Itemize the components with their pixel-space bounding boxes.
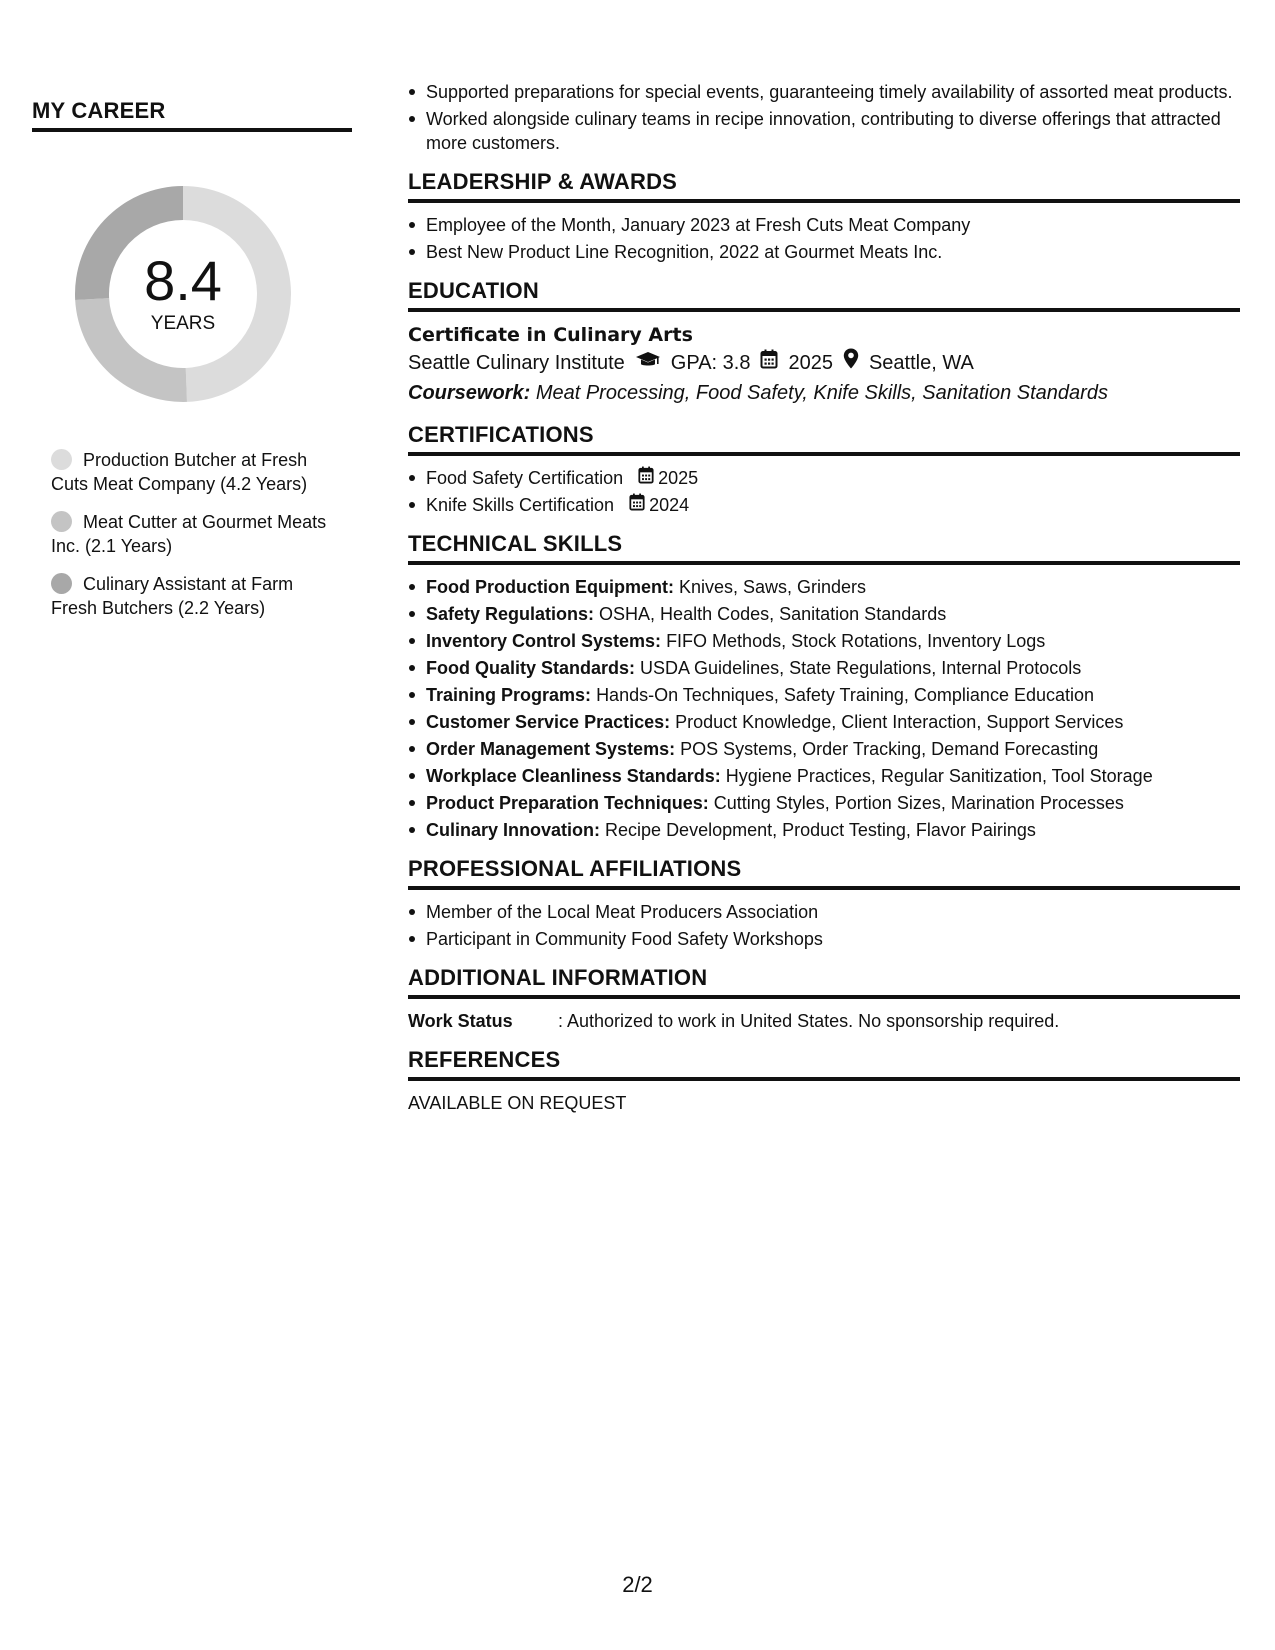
list-item: Knife Skills Certification 2024 (408, 493, 1240, 517)
degree-title: Certificate in Culinary Arts (408, 324, 693, 346)
section-title: REFERENCES (408, 1047, 1240, 1081)
list-item: Member of the Local Meat Producers Association (408, 900, 1240, 924)
career-panel (32, 98, 352, 634)
leadership-section (408, 169, 1240, 264)
list-item: Best New Product Line Recognition, 2022 at Gourmet Meats Inc. (408, 240, 1240, 264)
technical-skills-section (408, 531, 1240, 842)
references-section (408, 1047, 1240, 1115)
list-item: Customer Service Practices: Product Knowledge, Client Interaction, Support Services (408, 710, 1240, 734)
institution: Seattle Culinary Institute (408, 352, 625, 374)
main-content (408, 80, 1240, 1115)
list-item: Employee of the Month, January 2023 at Fresh Cuts Meat Company (408, 213, 1240, 237)
career-donut-chart (63, 174, 303, 414)
work-status-value: : Authorized to work in United States. No sponsorship required. (558, 1011, 1060, 1031)
section-title: CERTIFICATIONS (408, 422, 1240, 456)
coursework-label: Coursework: (408, 382, 531, 404)
cert-year: 2024 (649, 495, 690, 515)
education-section (408, 278, 1240, 408)
list-item: Food Safety Certification 2025 (408, 466, 1240, 490)
education-details (408, 348, 1240, 378)
calendar-icon (760, 348, 778, 378)
graduation-year: 2025 (788, 352, 833, 374)
additional-info-section (408, 965, 1240, 1033)
total-years-value: 8.4 (144, 249, 222, 312)
list-item: Inventory Control Systems: FIFO Methods, Stock Rotations, Inventory Logs (408, 629, 1240, 653)
references-text: AVAILABLE ON REQUEST (408, 1093, 627, 1113)
legend-item: Production Butcher at Fresh Cuts Meat Company (4.2 Years) (51, 450, 308, 494)
work-status-label: Work Status (408, 1011, 513, 1031)
list-item: Worked alongside culinary teams in recipe innovation, contributing to diverse offerings that attracted more customers. (408, 107, 1240, 155)
work-status-row (408, 1009, 1240, 1033)
coursework-list: Meat Processing, Food Safety, Knife Skills, Sanitation Standards (535, 382, 1108, 404)
list-item: Workplace Cleanliness Standards: Hygiene Practices, Regular Sanitization, Tool Storage (408, 764, 1240, 788)
calendar-icon (638, 466, 658, 490)
location: Seattle, WA (868, 352, 974, 374)
legend-dot (51, 449, 72, 470)
list-item: Order Management Systems: POS Systems, Order Tracking, Demand Forecasting (408, 737, 1240, 761)
page-number: 2/2 (622, 1572, 653, 1597)
location-pin-icon (843, 348, 859, 378)
list-item: Food Production Equipment: Knives, Saws, Grinders (408, 575, 1240, 599)
calendar-icon (629, 493, 649, 517)
coursework (408, 378, 1240, 408)
list-item: Training Programs: Hands-On Techniques, Safety Training, Compliance Education (408, 683, 1240, 707)
list-item: Participant in Community Food Safety Workshops (408, 927, 1240, 951)
list-item: Product Preparation Techniques: Cutting Styles, Portion Sizes, Marination Processes (408, 791, 1240, 815)
list-item: Culinary Innovation: Recipe Development, Product Testing, Flavor Pairings (408, 818, 1240, 842)
section-title: TECHNICAL SKILLS (408, 531, 1240, 565)
section-title: LEADERSHIP & AWARDS (408, 169, 1240, 203)
total-years-unit: YEARS (150, 313, 216, 334)
gpa: GPA: 3.8 (670, 352, 751, 374)
list-item: Supported preparations for special events, guaranteeing timely availability of assorted meat products. (408, 80, 1240, 104)
list-item: Safety Regulations: OSHA, Health Codes, Sanitation Standards (408, 602, 1240, 626)
legend-dot (51, 511, 72, 532)
section-title: PROFESSIONAL AFFILIATIONS (408, 856, 1240, 890)
legend-item: Meat Cutter at Gourmet Meats Inc. (2.1 Years) (51, 512, 327, 556)
cert-year: 2025 (658, 468, 699, 488)
affiliations-section (408, 856, 1240, 951)
career-legend (32, 448, 352, 620)
experience-bullets (408, 80, 1240, 155)
certifications-section (408, 422, 1240, 517)
graduation-cap-icon (635, 348, 661, 378)
legend-item: Culinary Assistant at Farm Fresh Butchers (2.2 Years) (51, 574, 294, 618)
section-title: EDUCATION (408, 278, 1240, 312)
section-title: ADDITIONAL INFORMATION (408, 965, 1240, 999)
career-title: MY CAREER (32, 98, 352, 132)
list-item: Food Quality Standards: USDA Guidelines, State Regulations, Internal Protocols (408, 656, 1240, 680)
legend-dot (51, 573, 72, 594)
